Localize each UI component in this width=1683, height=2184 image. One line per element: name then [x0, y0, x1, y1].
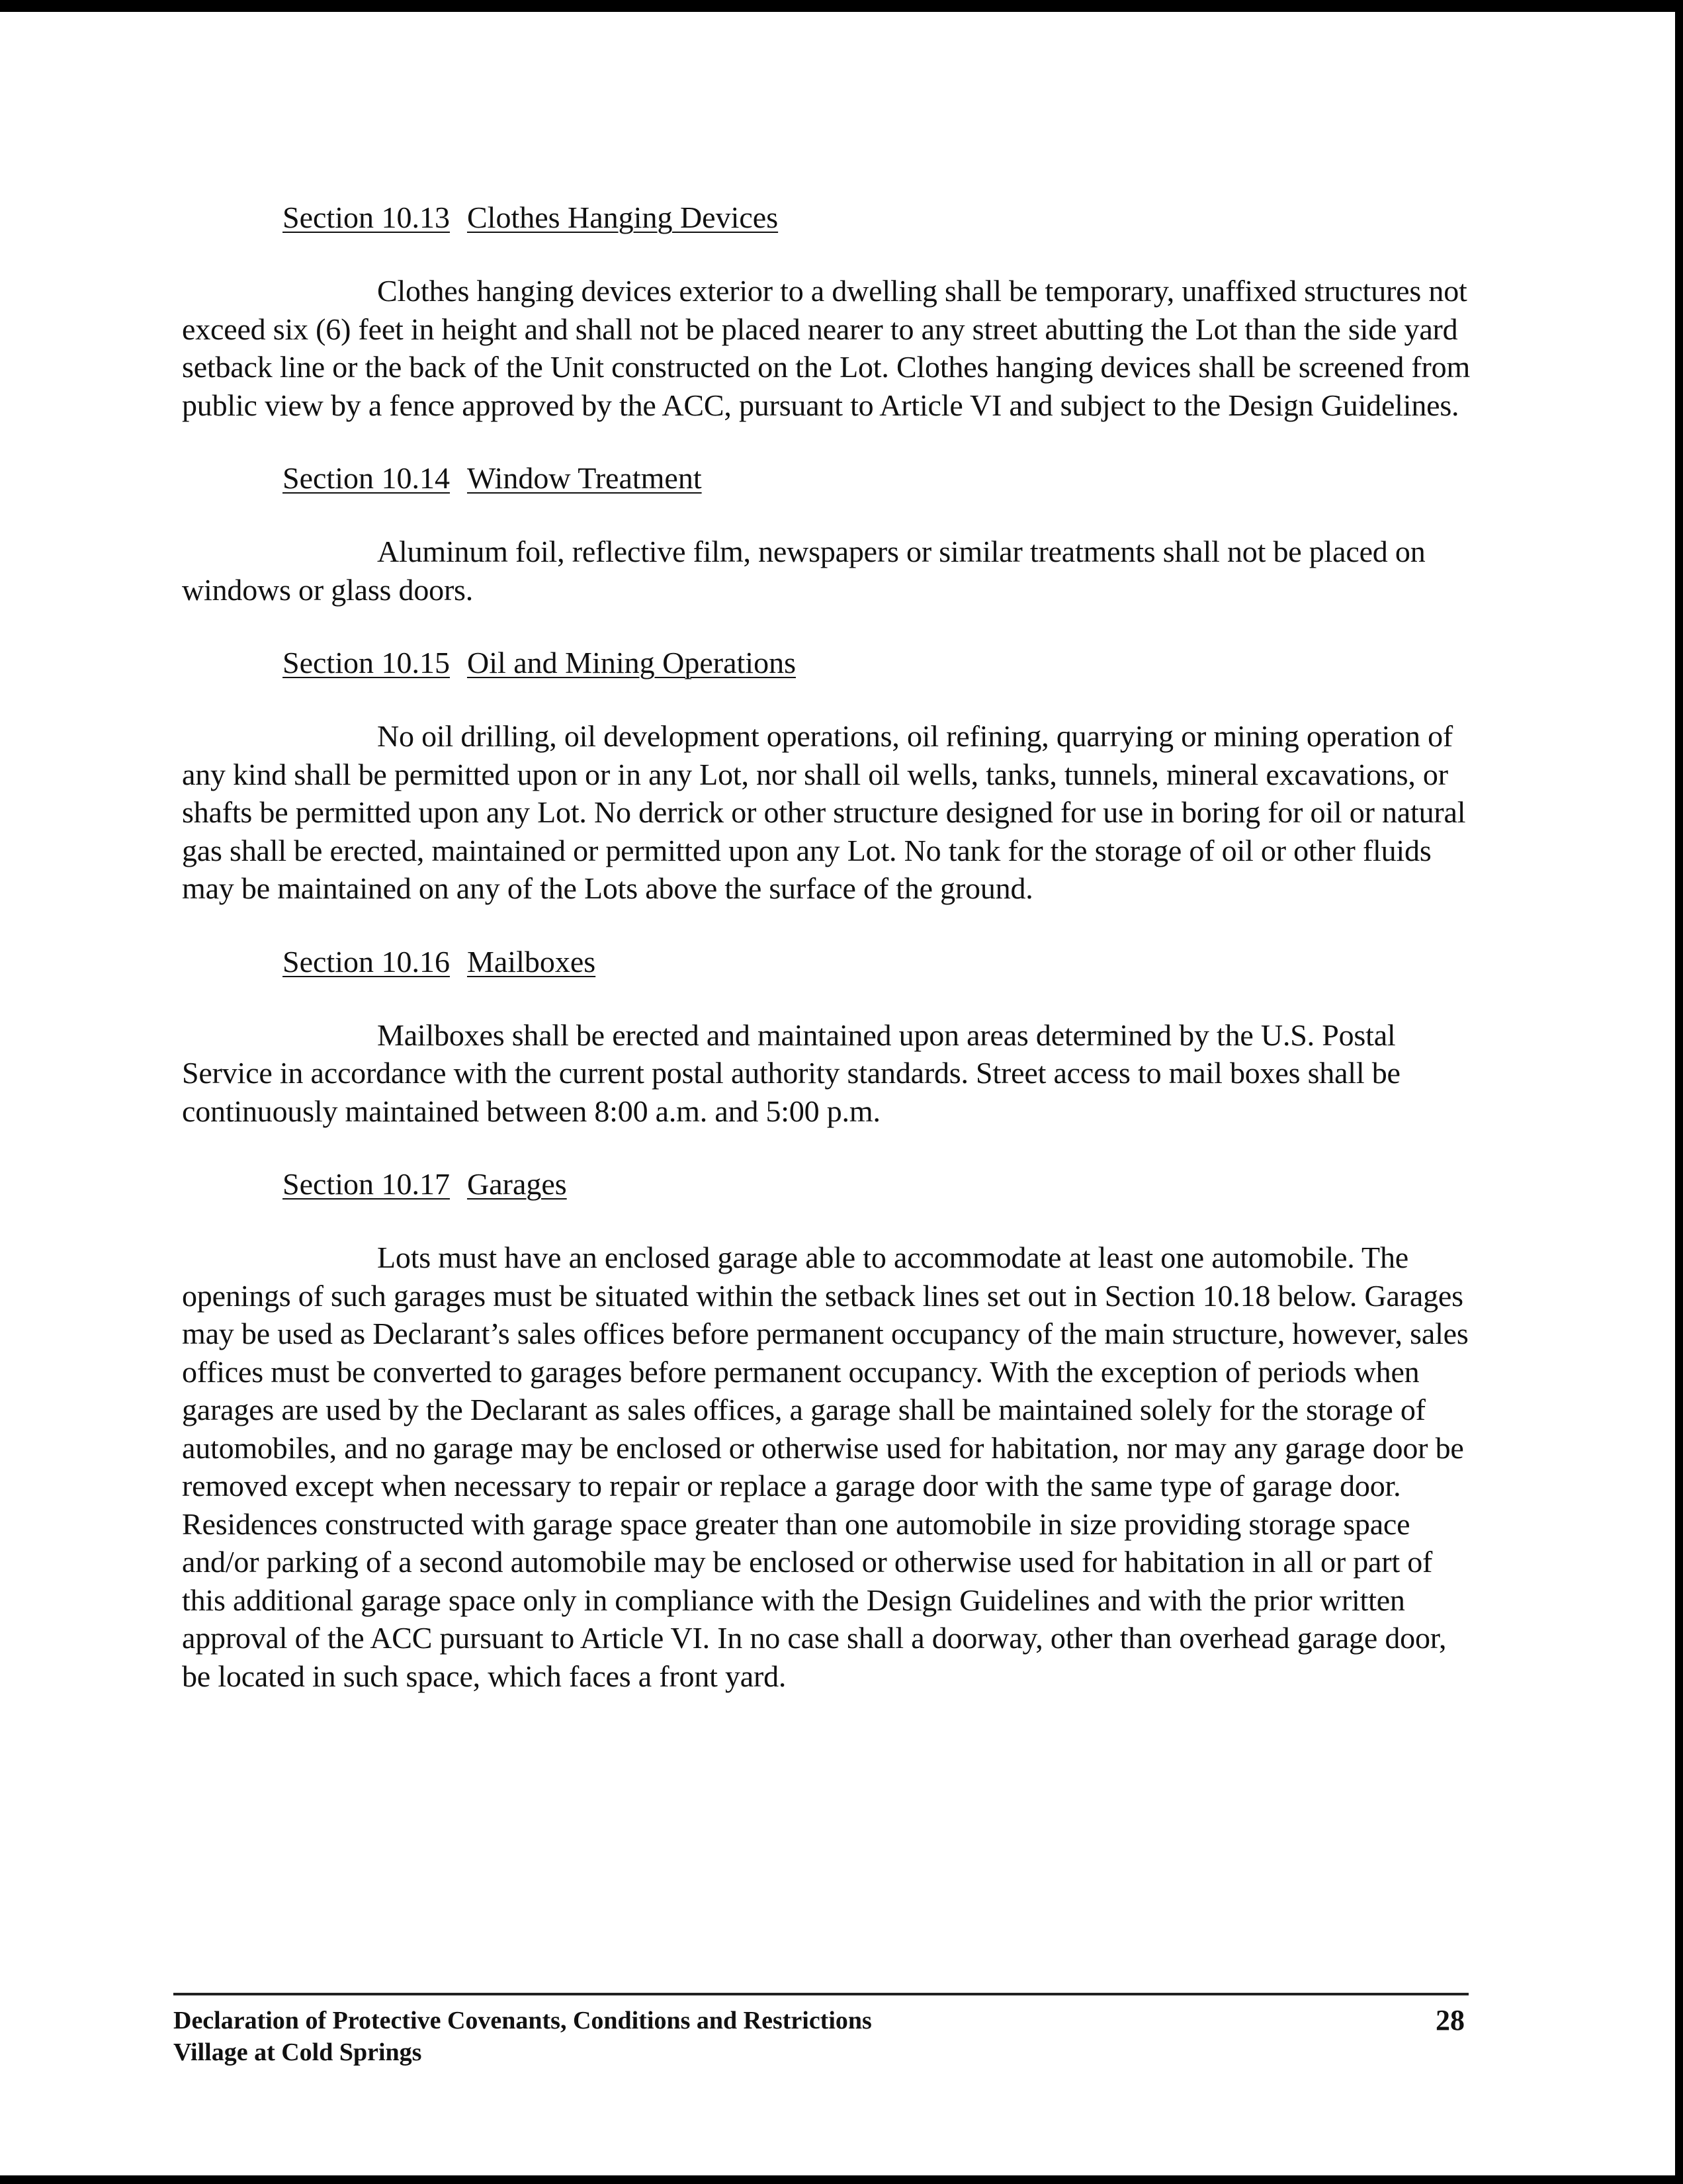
section-number: Section 10.15 — [282, 646, 450, 679]
section-heading-10-15 — [282, 644, 1472, 681]
section-number: Section 10.17 — [282, 1167, 450, 1201]
section-number: Section 10.14 — [282, 461, 450, 495]
section-title: Window Treatment — [466, 461, 702, 495]
section-paragraph-10-16: Mailboxes shall be erected and maintained upon areas determined by the U.S. Postal Service in accordance with the current postal authority standards. Street access to mail boxes shall be continuously maintained between 8:00 a.m. and 5:00 p.m. — [182, 1018, 1401, 1128]
section-paragraph-10-15: No oil drilling, oil development operations, oil refining, quarrying or mining operation of any kind shall be permitted upon or in any Lot, nor shall oil wells, tanks, tunnels, mineral excavations, or shafts be permitted upon any Lot. No derrick or other structure designed for use in boring for oil or natural gas shall be erected, maintained or permitted upon any Lot. No tank for the storage of oil or other fluids may be maintained on any of the Lots above the surface of the ground. — [182, 719, 1466, 905]
scan-bottom-border — [0, 2175, 1683, 2184]
scan-right-border — [1675, 0, 1683, 2184]
document-body — [182, 198, 1472, 1730]
section-paragraph-10-14: Aluminum foil, reflective film, newspapers or similar treatments shall not be placed on windows or glass doors. — [182, 535, 1426, 607]
page-number: 28 — [1436, 2004, 1465, 2036]
section-number: Section 10.13 — [282, 200, 450, 234]
footer-document-title: Declaration of Protective Covenants, Conditions and Restrictions — [173, 2007, 872, 2034]
section-heading-10-16 — [282, 943, 1472, 981]
section-heading-10-14 — [282, 459, 1472, 497]
section-title: Clothes Hanging Devices — [466, 200, 779, 234]
section-title: Oil and Mining Operations — [466, 646, 796, 679]
section-paragraph-10-13: Clothes hanging devices exterior to a dwelling shall be temporary, unaffixed structures not exceed six (6) feet in height and shall not be placed nearer to any street abutting the Lot than the side yard setback line or the back of the Unit constructed on the Lot. Clothes hanging devices shall be screened from public view by a fence approved by the ACC, pursuant to Article VI and subject to the Design Guidelines. — [182, 274, 1471, 422]
section-number: Section 10.16 — [282, 944, 450, 979]
scan-top-border — [0, 0, 1683, 12]
footer-community-name: Village at Cold Springs — [173, 2038, 422, 2066]
section-heading-10-13 — [282, 198, 1472, 236]
page-footer — [173, 1993, 1469, 2068]
section-heading-10-17 — [282, 1165, 1472, 1203]
section-title: Mailboxes — [466, 944, 596, 979]
section-title: Garages — [466, 1167, 567, 1201]
section-paragraph-10-17: Lots must have an enclosed garage able to accommodate at least one automobile. The openings of such garages must be situated within the setback lines set out in Section 10.18 below. Garages may be used as Declarant’s sales offices before permanent occupancy of the main structure, however, sales offices must be converted to garages before permanent occupancy. With the exception of periods when garages are used by the Declarant as sales offices, a garage shall be maintained solely for the storage of automobiles, and no garage may be enclosed or otherwise used for habitation, nor may any garage door be removed except when necessary to repair or replace a garage door with the same type of garage door. Residences constructed with garage space greater than one automobile in size providing storage space and/or parking of a second automobile may be enclosed or otherwise used for habitation in all or part of this additional garage space only in compliance with the Design Guidelines and with the prior written approval of the ACC pursuant to Article VI. In no case shall a doorway, other than overhead garage door, be located in such space, which faces a front yard. — [182, 1241, 1469, 1693]
